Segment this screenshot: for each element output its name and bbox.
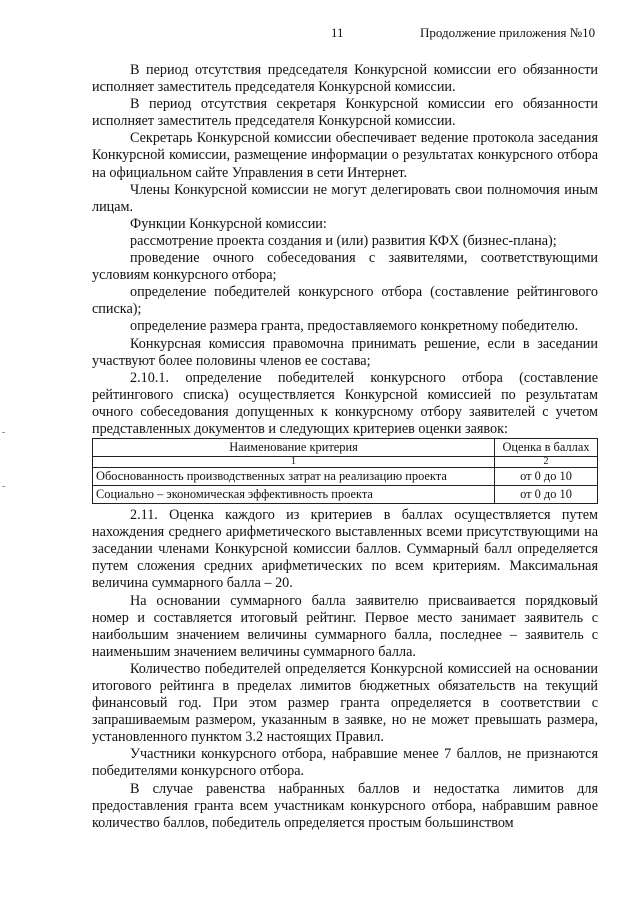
page-number: 11: [331, 25, 344, 40]
paragraph: На основании суммарного балла заявителю присваивается порядковый номер и составляется итоговый рейтинг. Первое место занимает заявитель с наибольшим значением величины суммарного балла, последнее – заявитель с наименьшим значением величины суммарного балла.: [92, 592, 598, 660]
column-number: 1: [93, 457, 495, 468]
paragraph: Количество победителей определяется Конкурсной комиссией на основании итогового рейтинга в пределах лимитов бюджетных обязательств на текущий финансовый год. При этом размер гранта определяется в соответствии с запрашиваемым размером, указанным в заявке, но не может превышать размера, установленного пунктом 3.2 настоящих Правил.: [92, 660, 598, 746]
criterion-name: Обоснованность производственных затрат на реализацию проекта: [93, 468, 495, 486]
criteria-table: [92, 438, 598, 504]
column-number-row: [93, 457, 598, 468]
margin-mark: [2, 432, 5, 433]
table-header-row: [93, 439, 598, 457]
table-row: [93, 486, 598, 504]
column-number: 2: [495, 457, 598, 468]
appendix-continuation-header: Продолжение приложения №10: [420, 25, 596, 40]
paragraph: В период отсутствия председателя Конкурсной комиссии его обязанности исполняет заместитель председателя Конкурсной комиссии.: [92, 62, 598, 96]
function-item: определение размера гранта, предоставляемого конкретному победителю.: [130, 318, 579, 335]
paragraph: В период отсутствия секретаря Конкурсной комиссии его обязанности исполняет заместитель председателя Конкурсной комиссии.: [92, 96, 598, 130]
function-item: проведение очного собеседования с заявителями, соответствующими условиям конкурсного отбора;: [92, 250, 598, 284]
paragraph: Конкурсная комиссия правомочна принимать решение, если в заседании участвуют более половины членов ее состава;: [92, 335, 598, 369]
column-header-score: Оценка в баллах: [495, 439, 598, 457]
document-body: [92, 62, 598, 832]
paragraph: Функции Конкурсной комиссии:: [130, 215, 327, 232]
table-row: [93, 468, 598, 486]
paragraph: В случае равенства набранных баллов и недостатка лимитов для предоставления гранта всем участникам конкурсного отбора, набравшим равное количество баллов, победитель определяется простым большинством: [92, 780, 598, 831]
margin-mark: [2, 486, 5, 487]
column-header-criterion: Наименование критерия: [93, 439, 495, 457]
paragraph: Члены Конкурсной комиссии не могут делегировать свои полномочия иным лицам.: [92, 181, 598, 215]
paragraph: Участники конкурсного отбора, набравшие менее 7 баллов, не признаются победителями конкурсного отбора.: [92, 746, 598, 780]
paragraph: Секретарь Конкурсной комиссии обеспечивает ведение протокола заседания Конкурсной комиссии, размещение информации о результатах конкурсного отбора на официальном сайте Управления в сети Интернет.: [92, 130, 598, 181]
criterion-score: от 0 до 10: [495, 486, 598, 504]
function-item: рассмотрение проекта создания и (или) развития КФХ (бизнес-плана);: [130, 232, 557, 249]
function-item: определение победителей конкурсного отбора (составление рейтингового списка);: [92, 284, 598, 318]
criterion-name: Социально – экономическая эффективность проекта: [93, 486, 495, 504]
paragraph: 2.11. Оценка каждого из критериев в баллах осуществляется путем нахождения среднего арифметического выставленных всеми присутствующими на заседании членами Конкурсной комиссии баллов. Суммарный балл определяется путем сложения средних арифметических по всем критериям. Максимальная величина суммарного балла – 20.: [92, 507, 598, 592]
paragraph: 2.10.1. определение победителей конкурсного отбора (составление рейтингового списка) осуществляется Конкурсной комиссией по результатам очного собеседования допущенных к конкурсному отбору заявителей с учетом представленных документов и следующих критериев оценки заявок:: [92, 369, 598, 437]
criterion-score: от 0 до 10: [495, 468, 598, 486]
